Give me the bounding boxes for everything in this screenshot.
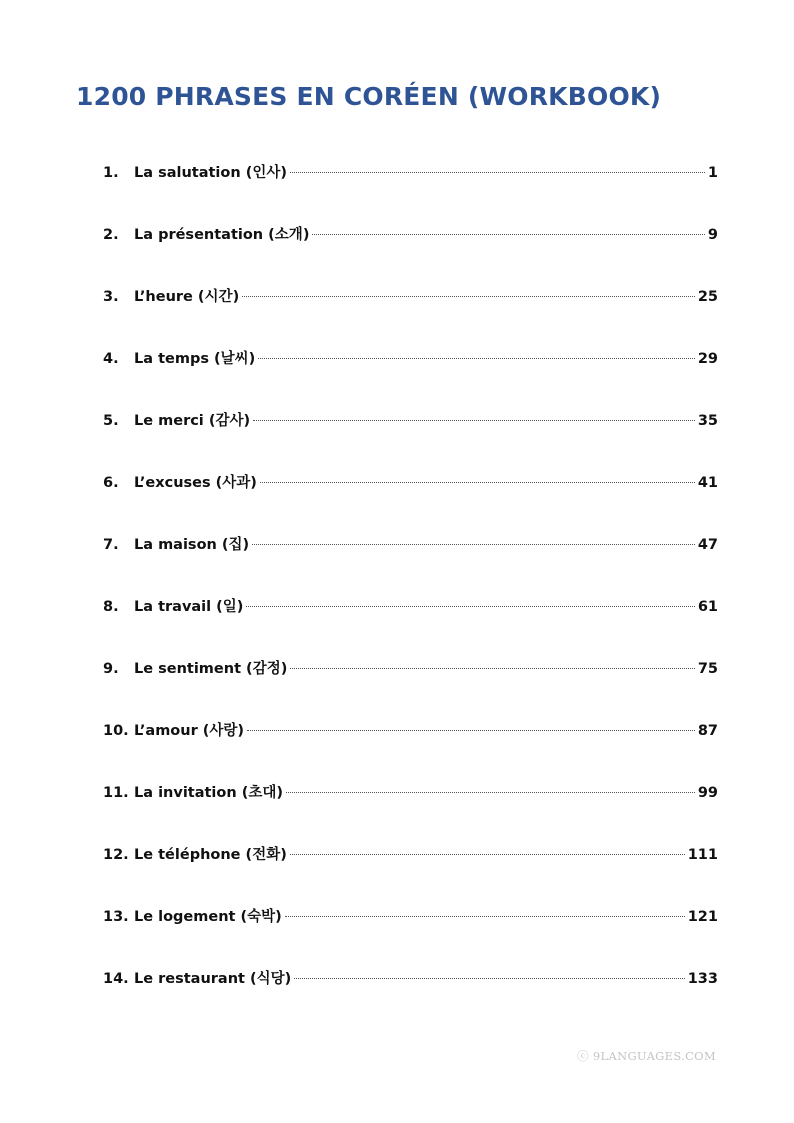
page-title: 1200 PHRASES EN CORÉEN (WORKBOOK) xyxy=(76,82,662,111)
toc-entry[interactable] xyxy=(103,282,718,344)
toc-entry-label: Le téléphone (전화) xyxy=(134,847,287,863)
toc-entry-label: Le sentiment (감정) xyxy=(134,661,288,677)
toc-dot-leader xyxy=(285,916,685,917)
toc-entry[interactable] xyxy=(103,902,718,964)
toc-entry-label: Le restaurant (식당) xyxy=(134,971,292,987)
toc-entry-number: 1. xyxy=(103,165,119,181)
toc-dot-leader xyxy=(294,978,684,979)
toc-entry-number: 10. xyxy=(103,723,129,739)
toc-entry[interactable] xyxy=(103,716,718,778)
toc-dot-leader xyxy=(246,606,694,607)
toc-dot-leader xyxy=(260,482,695,483)
toc-entry-number: 14. xyxy=(103,971,129,987)
toc-entry[interactable] xyxy=(103,592,718,654)
toc-dot-leader xyxy=(247,730,695,731)
toc-dot-leader xyxy=(290,172,705,173)
toc-entry-number: 2. xyxy=(103,227,119,243)
toc-entry-page: 87 xyxy=(697,723,718,739)
toc-entry-page: 99 xyxy=(697,785,718,801)
toc-entry-label: La travail (일) xyxy=(134,599,244,615)
toc-entry[interactable] xyxy=(103,964,718,1026)
toc-entry-number: 8. xyxy=(103,599,119,615)
toc-dot-leader xyxy=(252,544,695,545)
toc-dot-leader xyxy=(242,296,695,297)
toc-entry-number: 5. xyxy=(103,413,119,429)
toc-entry-page: 75 xyxy=(697,661,718,677)
toc-entry-label: L’heure (시간) xyxy=(134,289,240,305)
toc-dot-leader xyxy=(290,668,694,669)
toc-dot-leader xyxy=(253,420,695,421)
copyright-footer: ⓒ 9LANGUAGES.COM xyxy=(577,1049,716,1063)
toc-entry-page: 35 xyxy=(697,413,718,429)
toc-entry-page: 25 xyxy=(697,289,718,305)
toc-entry-page: 111 xyxy=(687,847,718,863)
toc-entry-page: 133 xyxy=(687,971,718,987)
toc-entry[interactable] xyxy=(103,220,718,282)
toc-dot-leader xyxy=(312,234,704,235)
toc-entry-label: La maison (집) xyxy=(134,537,250,553)
toc-entry-label: La temps (날씨) xyxy=(134,351,256,367)
toc-entry-label: La salutation (인사) xyxy=(134,165,287,181)
toc-entry-number: 6. xyxy=(103,475,119,491)
toc-entry[interactable] xyxy=(103,468,718,530)
toc-entry-number: 11. xyxy=(103,785,129,801)
toc-dot-leader xyxy=(258,358,695,359)
toc-entry[interactable] xyxy=(103,530,718,592)
toc-entry[interactable] xyxy=(103,840,718,902)
toc-entry[interactable] xyxy=(103,158,718,220)
toc-entry-label: L’amour (사랑) xyxy=(134,723,245,739)
toc-entry-page: 9 xyxy=(707,227,718,243)
toc-entry-number: 12. xyxy=(103,847,129,863)
toc-entry-number: 3. xyxy=(103,289,119,305)
toc-entry-page: 47 xyxy=(697,537,718,553)
toc-entry-number: 4. xyxy=(103,351,119,367)
toc-entry[interactable] xyxy=(103,654,718,716)
toc-entry-number: 13. xyxy=(103,909,129,925)
toc-entry-label: Le merci (감사) xyxy=(134,413,251,429)
toc-entry-page: 61 xyxy=(697,599,718,615)
toc-entry-label: La invitation (초대) xyxy=(134,785,284,801)
toc-dot-leader xyxy=(286,792,695,793)
toc-entry-number: 9. xyxy=(103,661,119,677)
toc-dot-leader xyxy=(290,854,685,855)
toc-entry[interactable] xyxy=(103,344,718,406)
toc-entry-page: 121 xyxy=(687,909,718,925)
toc-entry-page: 41 xyxy=(697,475,718,491)
toc-entry[interactable] xyxy=(103,778,718,840)
toc-entry-label: L’excuses (사과) xyxy=(134,475,257,491)
toc-entry-page: 1 xyxy=(707,165,718,181)
table-of-contents xyxy=(103,158,718,1026)
toc-entry-label: Le logement (숙박) xyxy=(134,909,282,925)
toc-entry-label: La présentation (소개) xyxy=(134,227,310,243)
toc-entry[interactable] xyxy=(103,406,718,468)
toc-entry-number: 7. xyxy=(103,537,119,553)
toc-entry-page: 29 xyxy=(697,351,718,367)
